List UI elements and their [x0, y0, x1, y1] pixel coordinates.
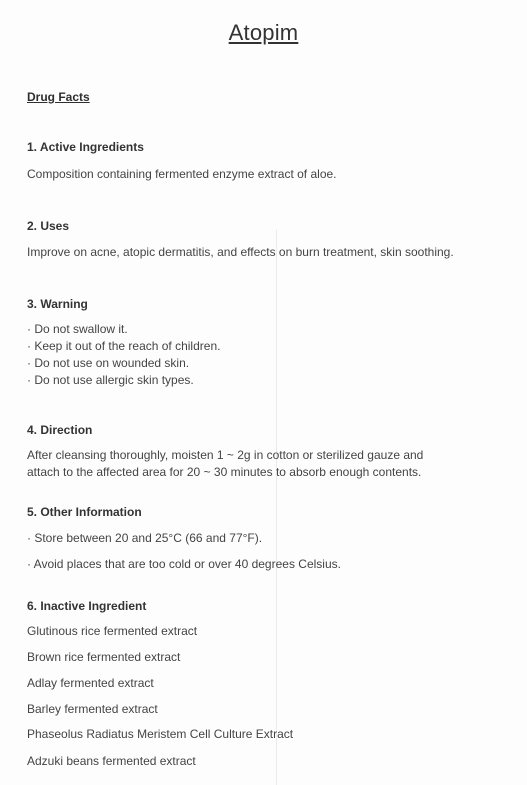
- inactive-ingredient-item: Adzuki beans fermented extract: [27, 754, 196, 768]
- direction-heading: 4. Direction: [27, 423, 93, 437]
- inactive-ingredient-item: Brown rice fermented extract: [27, 650, 181, 664]
- direction-line: After cleansing thoroughly, moisten 1 ~ 2g in cotton or sterilized gauze and: [27, 448, 424, 462]
- warning-heading: 3. Warning: [27, 297, 88, 311]
- drug-facts-label: Drug Facts: [27, 90, 90, 104]
- inactive-ingredient-item: Glutinous rice fermented extract: [27, 624, 198, 638]
- direction-line: attach to the affected area for 20 ~ 30 minutes to absorb enough contents.: [27, 465, 422, 479]
- page-fold-line: [276, 230, 277, 785]
- active-ingredients-heading: 1. Active Ingredients: [27, 140, 144, 154]
- inactive-ingredient-item: Adlay fermented extract: [27, 676, 154, 690]
- other-information-item: · Avoid places that are too cold or over 40 degrees Celsius.: [27, 557, 341, 571]
- active-ingredients-text: Composition containing fermented enzyme extract of aloe.: [27, 167, 337, 181]
- warning-item: · Do not use allergic skin types.: [27, 373, 194, 387]
- inactive-ingredient-heading: 6. Inactive Ingredient: [27, 599, 147, 613]
- document-title: Atopim: [228, 20, 299, 45]
- direction-text: [27, 447, 423, 481]
- uses-heading: 2. Uses: [27, 219, 70, 233]
- warning-item: · Keep it out of the reach of children.: [27, 339, 221, 353]
- warning-list: [27, 321, 220, 389]
- inactive-ingredient-item: Phaseolus Radiatus Meristem Cell Culture Extract: [27, 727, 294, 741]
- inactive-ingredient-item: Barley fermented extract: [27, 702, 158, 716]
- warning-item: · Do not use on wounded skin.: [27, 356, 190, 370]
- other-information-heading: 5. Other Information: [27, 505, 142, 519]
- warning-item: · Do not swallow it.: [27, 322, 128, 336]
- other-information-item: · Store between 20 and 25°C (66 and 77°F).: [27, 531, 263, 545]
- uses-text: Improve on acne, atopic dermatitis, and effects on burn treatment, skin soothing.: [27, 245, 454, 259]
